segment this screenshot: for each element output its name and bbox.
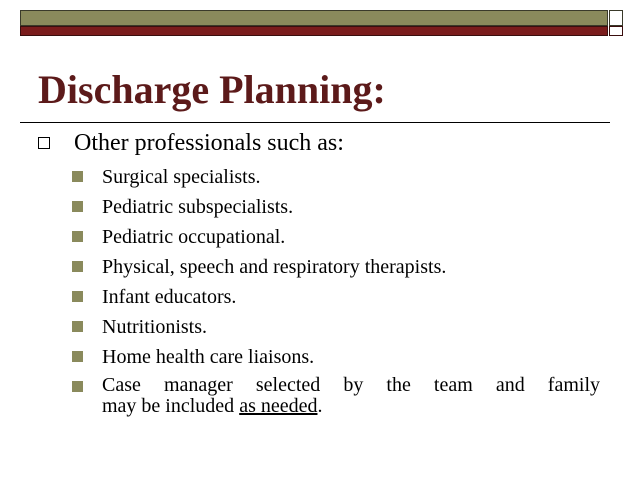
list-item-text: Pediatric subspecialists. [102,196,294,218]
list-item-text: Home health care liaisons. [102,346,315,368]
list-item-text: Surgical specialists. [102,166,261,188]
header-corner-box-bottom [609,26,623,36]
case-manager-line1: Case manager selected by the team and family [102,374,600,396]
header-bar-olive [20,10,608,26]
header-bar-maroon [20,26,608,36]
filled-square-icon [72,261,83,272]
list-item [72,345,600,369]
hollow-square-icon [38,137,50,149]
level2-list [72,165,600,423]
filled-square-icon [72,321,83,332]
list-item-text: Pediatric occupational. [102,226,286,248]
list-item [72,375,600,417]
level1-text: Other professionals such as: [74,130,344,156]
filled-square-icon [72,231,83,242]
filled-square-icon [72,381,83,392]
as-needed-underlined: as needed [239,395,318,417]
list-item [72,315,600,339]
list-item [72,285,600,309]
case-manager-line2-suffix: . [317,395,323,417]
slide-title: Discharge Planning: [38,67,386,112]
list-item-text: Nutritionists. [102,316,208,338]
filled-square-icon [72,291,83,302]
list-item [72,225,600,249]
list-item-text: Physical, speech and respiratory therapists. [102,256,447,278]
title-divider [20,122,610,123]
list-item [72,255,600,279]
level1-bullet [38,128,608,158]
filled-square-icon [72,201,83,212]
level1-item [38,128,608,158]
header-corner-box-top [609,10,623,26]
list-item-text-multiline [102,375,600,417]
case-manager-line2 [102,396,600,417]
case-manager-line2-prefix: may be included [102,395,240,417]
list-item-text: Infant educators. [102,286,237,308]
filled-square-icon [72,351,83,362]
list-item [72,195,600,219]
list-item [72,165,600,189]
filled-square-icon [72,171,83,182]
